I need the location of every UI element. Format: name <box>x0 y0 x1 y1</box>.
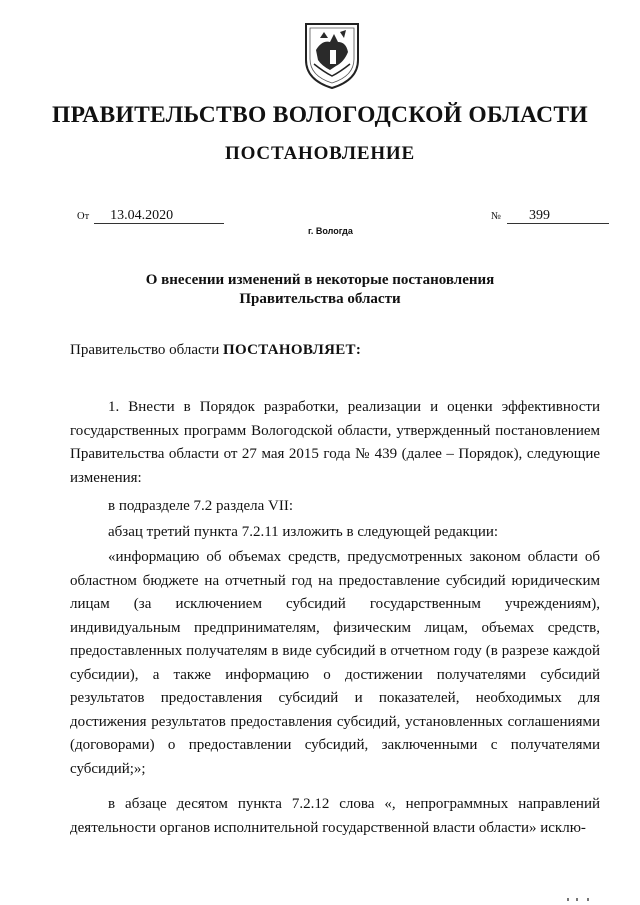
paragraph-1: 1. Внести в Порядок разработки, реализации и оценки эффективности государственных программ Вологодской области, утвержденный постановлением Правительства области от 27 мая 2015 года № 439 (далее – Порядок), следующие изменения: <box>70 399 600 486</box>
organization-title: ПРАВИТЕЛЬСТВО ВОЛОГОДСКОЙ ОБЛАСТИ <box>52 102 588 128</box>
subject-line-2: Правительства области <box>239 291 401 307</box>
number-field <box>491 208 609 224</box>
document-type: ПОСТАНОВЛЕНИЕ <box>225 143 415 164</box>
coat-of-arms-icon <box>300 20 364 90</box>
preamble <box>70 342 361 359</box>
paragraph-last: в абзаце десятом пункта 7.2.12 слова «, непрограммных направлений деятельности органов исполнительной государственной власти области» исклю- <box>70 796 600 836</box>
subject-line-1: О внесении изменений в некоторые постановления <box>145 272 495 288</box>
paragraph-subsection: в подразделе 7.2 раздела VII: <box>108 498 294 514</box>
date-value: 13.04.2020 <box>94 208 224 224</box>
preamble-lead: Правительство области <box>70 342 220 358</box>
date-field <box>77 208 224 224</box>
city-label: г. Вологда <box>308 226 353 236</box>
scan-artifact <box>567 898 591 901</box>
paragraph-abzac: абзац третий пункта 7.2.11 изложить в следующей редакции: <box>108 524 499 540</box>
document-subject <box>0 271 640 309</box>
paragraph-quote: «информацию об объемах средств, предусмотренных законом области об областном бюджете на отчетный год на предоставление субсидий юридическим лицам (за исключением субсидий государственным учреждениям), индивидуальным предпринимателям, физическим лицам, объемах средств, предоставленных получателям в виде субсидий в отчетном году (в разрезе каждой субсидии), а также информацию о достижении получателями субсидий результатов предоставления субсидий и показателей, необходимых для достижения результатов предоставления субсидий, установленных соглашениями (договорами) о предоставлении субсидий, заключенными с получателями субсидий;»; <box>70 549 600 777</box>
number-value: 399 <box>507 208 609 224</box>
number-label: № <box>491 211 502 222</box>
preamble-verb: ПОСТАНОВЛЯЕТ: <box>222 342 362 358</box>
date-label: От <box>77 211 90 222</box>
